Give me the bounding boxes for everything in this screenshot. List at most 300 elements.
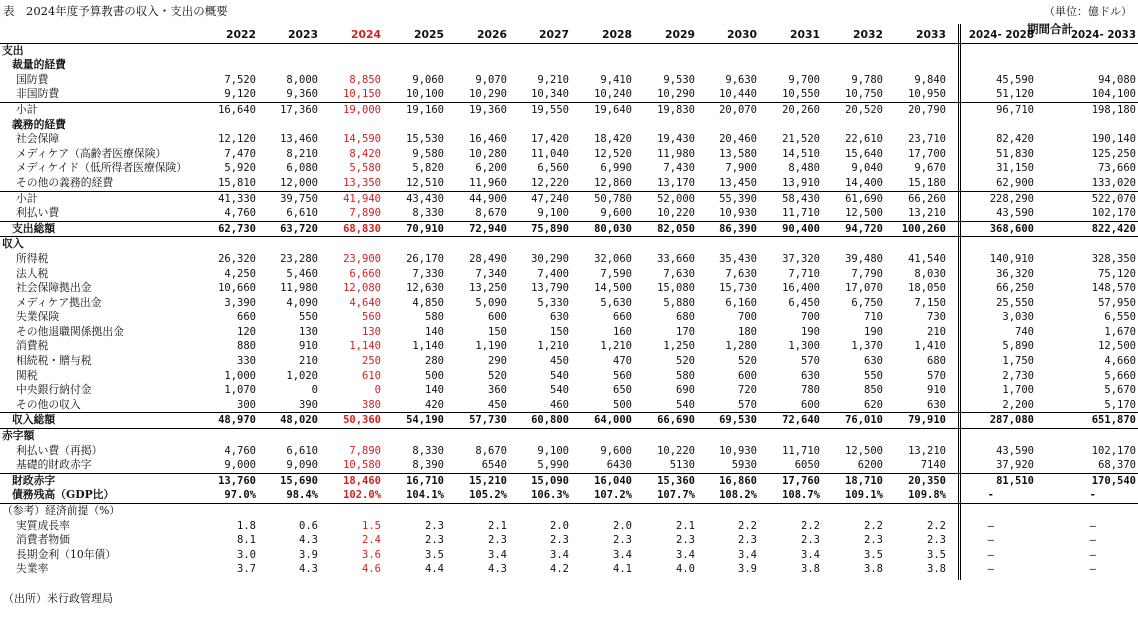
table-cell: 560 bbox=[613, 369, 632, 382]
row-label: 財政赤字 bbox=[12, 473, 56, 487]
table-cell: 15,180 bbox=[908, 176, 946, 189]
table-cell: 20,260 bbox=[782, 103, 820, 116]
table-cell: 19,830 bbox=[657, 103, 695, 116]
table-cell: 20,460 bbox=[719, 133, 757, 146]
table-cell: 520 bbox=[488, 369, 507, 382]
table-cell: 290 bbox=[488, 355, 507, 368]
table-cell: 9,630 bbox=[725, 73, 757, 86]
table-cell: 10,750 bbox=[845, 88, 883, 101]
table-cell: 4.2 bbox=[550, 563, 569, 576]
table-cell: 19,160 bbox=[406, 103, 444, 116]
table-cell: 10,290 bbox=[469, 88, 507, 101]
row-label: 非国防費 bbox=[16, 87, 60, 101]
table-cell: 8,480 bbox=[788, 162, 820, 175]
table-cell: 7,470 bbox=[224, 147, 256, 160]
table-cell: 82,420 bbox=[996, 133, 1034, 146]
table-cell: 1,140 bbox=[412, 340, 444, 353]
table-cell: 610 bbox=[362, 369, 381, 382]
table-cell: 13,170 bbox=[657, 176, 695, 189]
table-cell: 80,030 bbox=[594, 222, 632, 235]
table-row bbox=[0, 354, 1138, 369]
table-cell: 630 bbox=[927, 398, 946, 411]
table-cell: 16,710 bbox=[406, 474, 444, 487]
table-cell: 11,710 bbox=[782, 444, 820, 457]
table-cell: 5,090 bbox=[475, 296, 507, 309]
table-cell: 26,170 bbox=[406, 252, 444, 265]
row-label: 長期金利（10年債） bbox=[16, 547, 117, 561]
table-cell: 140 bbox=[425, 384, 444, 397]
row-label: 失業率 bbox=[16, 562, 49, 576]
column-header: 2032 bbox=[852, 28, 883, 41]
table-cell: 2.2 bbox=[864, 519, 883, 532]
table-cell: 12,860 bbox=[594, 176, 632, 189]
table-cell: 13,250 bbox=[469, 282, 507, 295]
table-cell: 12,080 bbox=[343, 282, 381, 295]
table-cell: 31,150 bbox=[996, 162, 1034, 175]
table-cell: 57,950 bbox=[1098, 296, 1136, 309]
row-label: 債務残高（GDP比） bbox=[12, 488, 115, 502]
table-cell: 15,730 bbox=[719, 282, 757, 295]
table-cell: 198,180 bbox=[1091, 103, 1136, 116]
table-cell: 12,520 bbox=[594, 147, 632, 160]
table-cell: 580 bbox=[425, 311, 444, 324]
table-cell: 740 bbox=[1015, 325, 1034, 338]
table-cell: 4,760 bbox=[224, 207, 256, 220]
table-cell: 8,210 bbox=[286, 147, 318, 160]
table-cell: 72,640 bbox=[782, 414, 820, 427]
table-cell: 1,070 bbox=[224, 384, 256, 397]
table-cell: 140,910 bbox=[989, 252, 1034, 265]
table-cell: 150 bbox=[550, 325, 569, 338]
table-cell: 120 bbox=[237, 325, 256, 338]
table-cell: 9,530 bbox=[663, 73, 695, 86]
table-row bbox=[0, 533, 1138, 548]
table-cell: 600 bbox=[488, 311, 507, 324]
table-cell: 57,730 bbox=[469, 414, 507, 427]
table-cell: 5,890 bbox=[1002, 340, 1034, 353]
table-cell: 7,330 bbox=[412, 267, 444, 280]
table-cell: 2.3 bbox=[425, 534, 444, 547]
table-cell: 51,830 bbox=[996, 147, 1034, 160]
table-cell: 50,360 bbox=[343, 414, 381, 427]
table-cell: 13,790 bbox=[531, 282, 569, 295]
table-cell: 25,550 bbox=[996, 296, 1034, 309]
table-cell: 3.5 bbox=[864, 548, 883, 561]
table-cell: 1,300 bbox=[788, 340, 820, 353]
table-cell: 14,510 bbox=[782, 147, 820, 160]
table-cell: 300 bbox=[237, 398, 256, 411]
table-cell: 5130 bbox=[669, 459, 695, 472]
table-cell: 48,970 bbox=[218, 414, 256, 427]
table-cell: 5,670 bbox=[1104, 384, 1136, 397]
table-cell: 2.0 bbox=[613, 519, 632, 532]
table-cell: 1,020 bbox=[286, 369, 318, 382]
table-cell: 90,400 bbox=[782, 222, 820, 235]
table-cell: 2.3 bbox=[676, 534, 695, 547]
table-cell: 730 bbox=[927, 311, 946, 324]
table-cell: 17,700 bbox=[908, 147, 946, 160]
table-cell: 17,360 bbox=[280, 103, 318, 116]
table-cell: 4,640 bbox=[349, 296, 381, 309]
table-cell: 14,590 bbox=[343, 133, 381, 146]
table-cell: 23,900 bbox=[343, 252, 381, 265]
table-cell: 450 bbox=[488, 398, 507, 411]
table-cell: 7,630 bbox=[725, 267, 757, 280]
table-cell: 1,250 bbox=[663, 340, 695, 353]
table-cell: – bbox=[1089, 563, 1096, 576]
table-cell: 13,210 bbox=[908, 207, 946, 220]
table-cell: 22,610 bbox=[845, 133, 883, 146]
table-cell: 190 bbox=[864, 325, 883, 338]
table-cell: 10,150 bbox=[343, 88, 381, 101]
table-cell: 9,670 bbox=[914, 162, 946, 175]
table-cell: 660 bbox=[237, 311, 256, 324]
table-cell: 26,320 bbox=[218, 252, 256, 265]
table-cell: 3.4 bbox=[613, 548, 632, 561]
table-cell: 550 bbox=[299, 311, 318, 324]
table-cell: 2.4 bbox=[362, 534, 381, 547]
table-row bbox=[0, 369, 1138, 384]
row-label: その他の収入 bbox=[16, 397, 81, 411]
table-cell: 15,360 bbox=[657, 474, 695, 487]
table-cell: 6,080 bbox=[286, 162, 318, 175]
table-cell: 520 bbox=[676, 355, 695, 368]
table-cell: 1,210 bbox=[600, 340, 632, 353]
table-cell: 710 bbox=[864, 311, 883, 324]
table-cell: 60,800 bbox=[531, 414, 569, 427]
table-cell: 10,340 bbox=[531, 88, 569, 101]
table-cell: 1,670 bbox=[1104, 325, 1136, 338]
table-cell: 8,670 bbox=[475, 207, 507, 220]
table-cell: - bbox=[1089, 489, 1096, 502]
table-cell: 75,120 bbox=[1098, 267, 1136, 280]
table-cell: 19,430 bbox=[657, 133, 695, 146]
table-cell: 125,250 bbox=[1091, 147, 1136, 160]
table-cell: 98.4% bbox=[286, 489, 318, 502]
table-cell: 3.4 bbox=[488, 548, 507, 561]
table-cell: 102,170 bbox=[1091, 207, 1136, 220]
table-cell: 8.1 bbox=[237, 534, 256, 547]
table-cell: 700 bbox=[738, 311, 757, 324]
table-cell: 19,360 bbox=[469, 103, 507, 116]
table-cell: 600 bbox=[738, 369, 757, 382]
table-cell: 680 bbox=[676, 311, 695, 324]
row-label: 失業保険 bbox=[16, 310, 60, 324]
table-cell: 148,570 bbox=[1091, 282, 1136, 295]
table-cell: 7,430 bbox=[663, 162, 695, 175]
table-cell: 75,890 bbox=[531, 222, 569, 235]
table-cell: 28,490 bbox=[469, 252, 507, 265]
table-cell: 2.2 bbox=[738, 519, 757, 532]
table-cell: 12,120 bbox=[218, 133, 256, 146]
table-cell: 570 bbox=[738, 398, 757, 411]
source-note: （出所）米行政管理局 bbox=[3, 592, 113, 605]
table-row bbox=[0, 383, 1138, 398]
table-cell: 20,790 bbox=[908, 103, 946, 116]
table-cell: 540 bbox=[550, 369, 569, 382]
table-row bbox=[0, 519, 1138, 534]
table-cell: 9,100 bbox=[537, 207, 569, 220]
row-label: 収入総額 bbox=[12, 413, 56, 427]
table-cell: 1.5 bbox=[362, 519, 381, 532]
table-cell: 10,220 bbox=[657, 444, 695, 457]
table-cell: 522,070 bbox=[1091, 192, 1136, 205]
table-cell: 6,560 bbox=[537, 162, 569, 175]
table-row bbox=[0, 339, 1138, 354]
table-cell: 23,280 bbox=[280, 252, 318, 265]
table-cell: 5,330 bbox=[537, 296, 569, 309]
table-cell: 41,940 bbox=[343, 192, 381, 205]
table-cell: 15,640 bbox=[845, 147, 883, 160]
table-cell: 6,750 bbox=[851, 296, 883, 309]
table-cell: 66,690 bbox=[657, 414, 695, 427]
table-cell: 570 bbox=[801, 355, 820, 368]
table-cell: 500 bbox=[613, 398, 632, 411]
table-cell: 10,100 bbox=[406, 88, 444, 101]
table-cell: 8,670 bbox=[475, 444, 507, 457]
table-cell: 43,590 bbox=[996, 444, 1034, 457]
table-cell: 850 bbox=[864, 384, 883, 397]
table-cell: 108.2% bbox=[719, 489, 757, 502]
column-header: 2028 bbox=[601, 28, 632, 41]
table-row bbox=[0, 222, 1138, 238]
table-cell: 4.6 bbox=[362, 563, 381, 576]
table-cell: 6430 bbox=[606, 459, 632, 472]
table-cell: 7,790 bbox=[851, 267, 883, 280]
row-label: その他退職関係拠出金 bbox=[16, 324, 124, 338]
table-cell: 17,070 bbox=[845, 282, 883, 295]
table-cell: 73,660 bbox=[1098, 162, 1136, 175]
table-cell: 2,200 bbox=[1002, 398, 1034, 411]
table-cell: 560 bbox=[362, 311, 381, 324]
table-cell: 108.7% bbox=[782, 489, 820, 502]
table-cell: 910 bbox=[927, 384, 946, 397]
table-cell: 3.5 bbox=[927, 548, 946, 561]
row-label: 裁量的経費 bbox=[12, 58, 66, 72]
table-cell: 39,480 bbox=[845, 252, 883, 265]
table-cell: 66,250 bbox=[996, 282, 1034, 295]
budget-table bbox=[0, 28, 1138, 577]
table-cell: 13,910 bbox=[782, 176, 820, 189]
table-cell: 70,910 bbox=[406, 222, 444, 235]
table-cell: 690 bbox=[676, 384, 695, 397]
table-cell: 39,750 bbox=[280, 192, 318, 205]
table-cell: 910 bbox=[299, 340, 318, 353]
table-cell: 20,070 bbox=[719, 103, 757, 116]
table-cell: 328,350 bbox=[1091, 252, 1136, 265]
table-cell: 160 bbox=[613, 325, 632, 338]
table-cell: 3,390 bbox=[224, 296, 256, 309]
table-cell: – bbox=[1089, 548, 1096, 561]
table-cell: 1,280 bbox=[725, 340, 757, 353]
table-row bbox=[0, 310, 1138, 325]
table-cell: 10,950 bbox=[908, 88, 946, 101]
table-cell: 4,660 bbox=[1104, 355, 1136, 368]
table-cell: 9,120 bbox=[224, 88, 256, 101]
table-cell: 700 bbox=[801, 311, 820, 324]
table-cell: 9,780 bbox=[851, 73, 883, 86]
table-cell: 228,290 bbox=[989, 192, 1034, 205]
table-cell: 2,730 bbox=[1002, 369, 1034, 382]
table-cell: – bbox=[1089, 519, 1096, 532]
table-cell: 11,040 bbox=[531, 147, 569, 160]
table-cell: 540 bbox=[676, 398, 695, 411]
table-cell: 5,460 bbox=[286, 267, 318, 280]
table-row bbox=[0, 132, 1138, 147]
table-cell: 50,780 bbox=[594, 192, 632, 205]
table-cell: 12,500 bbox=[845, 444, 883, 457]
table-cell: 170,540 bbox=[1091, 474, 1136, 487]
table-cell: 6,990 bbox=[600, 162, 632, 175]
table-cell: 5,580 bbox=[349, 162, 381, 175]
column-header: 2030 bbox=[726, 28, 757, 41]
table-title: 表 2024年度予算教書の収入・支出の概要 bbox=[3, 4, 228, 18]
column-header: 2024- 2033 bbox=[1070, 29, 1136, 41]
table-cell: 86,390 bbox=[719, 222, 757, 235]
table-cell: 96,710 bbox=[996, 103, 1034, 116]
table-cell: 500 bbox=[425, 369, 444, 382]
table-cell: 133,020 bbox=[1091, 176, 1136, 189]
table-cell: 600 bbox=[801, 398, 820, 411]
table-cell: 10,550 bbox=[782, 88, 820, 101]
table-cell: 12,510 bbox=[406, 176, 444, 189]
table-cell: 10,930 bbox=[719, 207, 757, 220]
table-cell: 12,500 bbox=[1098, 340, 1136, 353]
row-label: メディケア（高齢者医療保険） bbox=[16, 146, 167, 160]
table-row bbox=[0, 103, 1138, 118]
table-cell: 4,760 bbox=[224, 444, 256, 457]
table-cell: 3.5 bbox=[425, 548, 444, 561]
table-cell: 3.8 bbox=[801, 563, 820, 576]
table-cell: 9,700 bbox=[788, 73, 820, 86]
table-cell: 33,660 bbox=[657, 252, 695, 265]
row-label: メディケイド（低所得者医療保険） bbox=[16, 161, 188, 175]
table-cell: 470 bbox=[613, 355, 632, 368]
table-cell: 5,990 bbox=[537, 459, 569, 472]
row-label: 小計 bbox=[16, 191, 38, 205]
row-label: 利払い費（再掲） bbox=[16, 443, 103, 457]
table-cell: 880 bbox=[237, 340, 256, 353]
table-cell: 10,290 bbox=[657, 88, 695, 101]
table-cell: 6540 bbox=[481, 459, 507, 472]
table-cell: 822,420 bbox=[1091, 222, 1136, 235]
table-cell: 41,540 bbox=[908, 252, 946, 265]
table-cell: 8,330 bbox=[412, 444, 444, 457]
table-cell: 11,980 bbox=[657, 147, 695, 160]
table-cell: 3.9 bbox=[738, 563, 757, 576]
table-cell: 2.1 bbox=[676, 519, 695, 532]
table-row bbox=[0, 176, 1138, 192]
table-cell: 16,860 bbox=[719, 474, 757, 487]
table-cell: 720 bbox=[738, 384, 757, 397]
table-cell: 420 bbox=[425, 398, 444, 411]
table-row bbox=[0, 73, 1138, 88]
table-cell: 3,030 bbox=[1002, 311, 1034, 324]
table-cell: 2.3 bbox=[613, 534, 632, 547]
table-cell: 45,590 bbox=[996, 73, 1034, 86]
table-cell: 250 bbox=[362, 355, 381, 368]
table-cell: 100,260 bbox=[901, 222, 946, 235]
table-cell: 650 bbox=[613, 384, 632, 397]
table-cell: 58,430 bbox=[782, 192, 820, 205]
table-cell: 54,190 bbox=[406, 414, 444, 427]
table-cell: 3.9 bbox=[299, 548, 318, 561]
table-cell: 20,520 bbox=[845, 103, 883, 116]
table-cell: 3.4 bbox=[801, 548, 820, 561]
column-header: 2024 bbox=[350, 28, 381, 41]
table-cell: 15,690 bbox=[280, 474, 318, 487]
table-cell: 140 bbox=[425, 325, 444, 338]
table-cell: 368,600 bbox=[989, 222, 1034, 235]
table-cell: 2.3 bbox=[488, 534, 507, 547]
table-cell: 460 bbox=[550, 398, 569, 411]
table-cell: 1,370 bbox=[851, 340, 883, 353]
table-row bbox=[0, 488, 1138, 504]
table-cell: 5,920 bbox=[224, 162, 256, 175]
table-cell: 79,910 bbox=[908, 414, 946, 427]
table-cell: 8,420 bbox=[349, 147, 381, 160]
column-header: 2029 bbox=[664, 28, 695, 41]
table-cell: 7,630 bbox=[663, 267, 695, 280]
table-cell: 3.8 bbox=[864, 563, 883, 576]
table-cell: 19,550 bbox=[531, 103, 569, 116]
table-cell: 7,520 bbox=[224, 73, 256, 86]
table-cell: 7,890 bbox=[349, 444, 381, 457]
table-cell: 81,510 bbox=[996, 474, 1034, 487]
table-cell: 72,940 bbox=[469, 222, 507, 235]
table-row bbox=[0, 237, 1138, 252]
table-cell: 450 bbox=[550, 355, 569, 368]
table-cell: 580 bbox=[676, 369, 695, 382]
table-cell: 6,160 bbox=[725, 296, 757, 309]
table-cell: 1,410 bbox=[914, 340, 946, 353]
table-cell: 10,580 bbox=[343, 459, 381, 472]
table-cell: 5,820 bbox=[412, 162, 444, 175]
row-label: 消費者物価 bbox=[16, 533, 70, 547]
table-cell: - bbox=[987, 489, 994, 502]
table-cell: 104.1% bbox=[406, 489, 444, 502]
table-cell: 15,080 bbox=[657, 282, 695, 295]
row-label: その他の義務的経費 bbox=[16, 175, 114, 189]
table-cell: 660 bbox=[613, 311, 632, 324]
table-cell: 3.4 bbox=[738, 548, 757, 561]
table-cell: 48,020 bbox=[280, 414, 318, 427]
table-cell: 630 bbox=[864, 355, 883, 368]
table-row bbox=[0, 192, 1138, 207]
column-header: 2025 bbox=[413, 28, 444, 41]
table-cell: 4.0 bbox=[676, 563, 695, 576]
table-cell: 9,210 bbox=[537, 73, 569, 86]
table-cell: 9,090 bbox=[286, 459, 318, 472]
table-cell: – bbox=[987, 534, 994, 547]
table-row bbox=[0, 504, 1138, 519]
table-cell: 7,590 bbox=[600, 267, 632, 280]
table-cell: 10,280 bbox=[469, 147, 507, 160]
table-cell: 4.3 bbox=[488, 563, 507, 576]
table-cell: 2.1 bbox=[488, 519, 507, 532]
row-label: 基礎的財政赤字 bbox=[16, 458, 92, 472]
table-cell: 97.0% bbox=[224, 489, 256, 502]
table-cell: 287,080 bbox=[989, 414, 1034, 427]
table-cell: – bbox=[1089, 534, 1096, 547]
table-row bbox=[0, 147, 1138, 162]
table-cell: 8,030 bbox=[914, 267, 946, 280]
table-cell: 9,840 bbox=[914, 73, 946, 86]
table-cell: 55,390 bbox=[719, 192, 757, 205]
row-label: 収入 bbox=[2, 237, 24, 251]
table-row bbox=[0, 161, 1138, 176]
table-cell: 11,710 bbox=[782, 207, 820, 220]
